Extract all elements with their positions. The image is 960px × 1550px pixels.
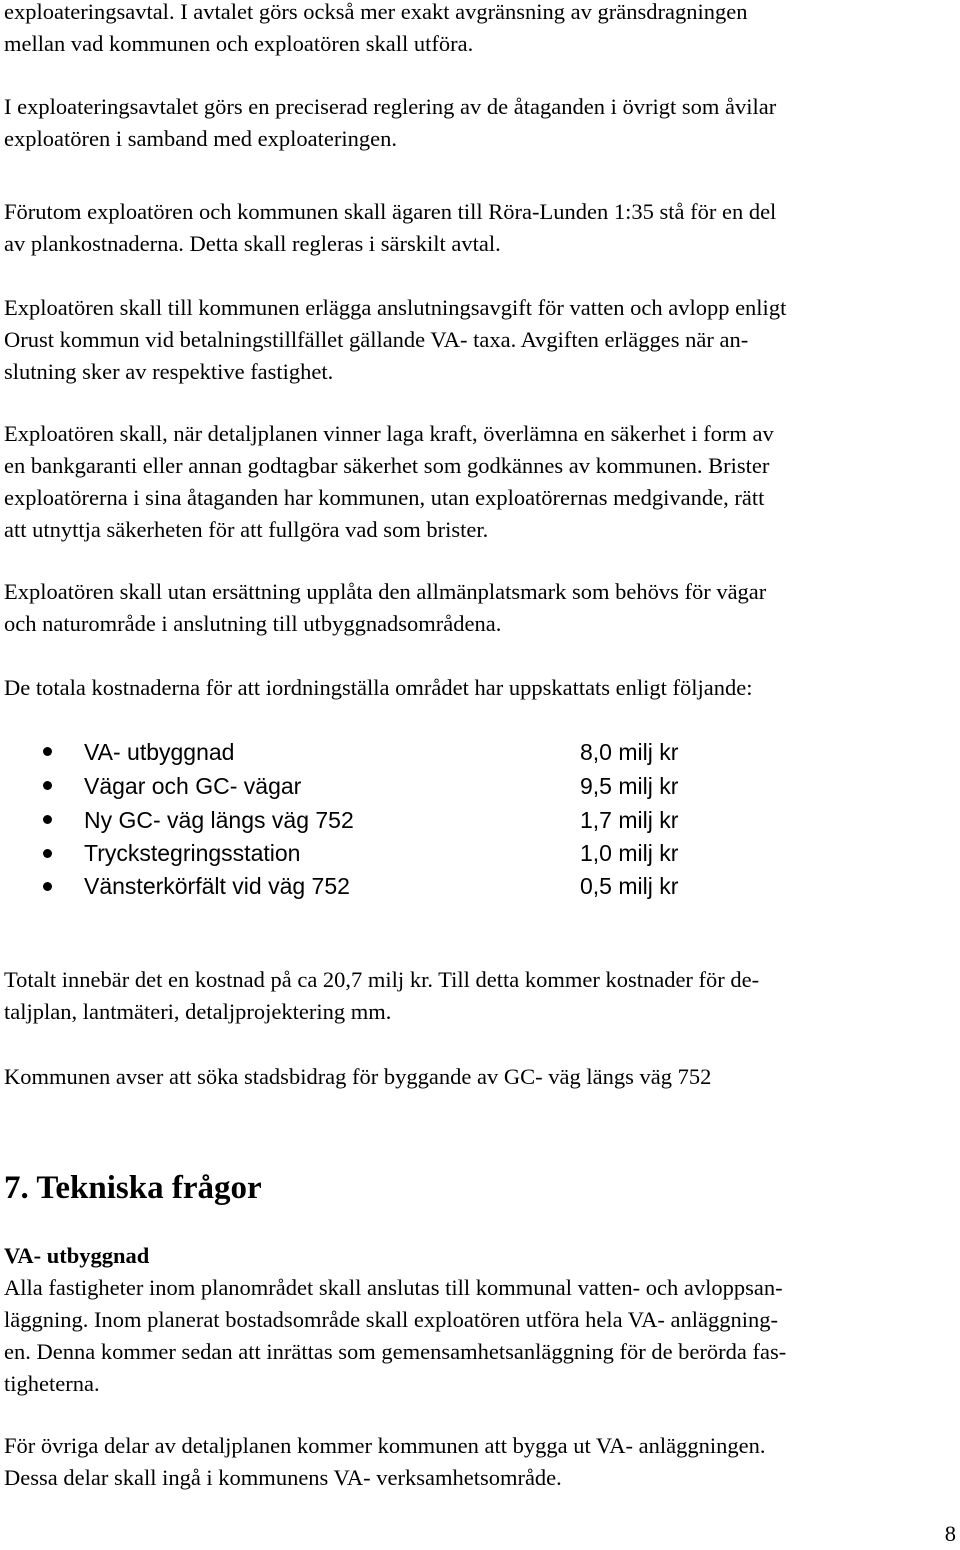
paragraph-line: en bankgaranti eller annan godtagbar säkerhet som godkännes av kommunen. Brister [4, 453, 770, 478]
paragraph-line: För övriga delar av detaljplanen kommer kommunen att bygga ut VA- anläggningen. [4, 1433, 766, 1458]
paragraph-line: av plankostnaderna. Detta skall regleras i särskilt avtal. [4, 231, 501, 256]
subsection-heading: VA- utbyggnad [4, 1243, 150, 1268]
bullet-icon [43, 882, 52, 891]
paragraph-line: Alla fastigheter inom planområdet skall anslutas till kommunal vatten- och avloppsan- [4, 1275, 783, 1300]
paragraph-line: Exploatören skall, när detaljplanen vinner laga kraft, överlämna en säkerhet i form av [4, 421, 774, 446]
cost-item-amount: 1,0 milj kr [580, 840, 679, 866]
cost-item-amount: 1,7 milj kr [580, 807, 679, 833]
cost-item-label: Vänsterkörfält vid väg 752 [84, 873, 350, 899]
paragraph-line: Dessa delar skall ingå i kommunens VA- verksamhetsområde. [4, 1465, 562, 1490]
paragraph-line: exploatörerna i sina åtaganden har kommunen, utan exploatörernas medgivande, rätt [4, 485, 765, 510]
bullet-icon [43, 781, 52, 790]
paragraph-line: Orust kommun vid betalningstillfället gällande VA- taxa. Avgiften erlägges när an- [4, 327, 749, 352]
paragraph-line: exploateringsavtal. I avtalet görs också mer exakt avgränsning av gränsdragningen [4, 0, 748, 24]
paragraph-line: mellan vad kommunen och exploatören skall utföra. [4, 31, 474, 56]
section-heading: 7. Tekniska frågor [4, 1170, 262, 1206]
paragraph-line: taljplan, lantmäteri, detaljprojektering mm. [4, 999, 392, 1024]
paragraph-line: De totala kostnaderna för att iordningställa området har uppskattats enligt följande: [4, 675, 753, 700]
paragraph-line: Kommunen avser att söka stadsbidrag för byggande av GC- väg längs väg 752 [4, 1064, 712, 1089]
paragraph-line: Exploatören skall utan ersättning upplåta den allmänplatsmark som behövs för vägar [4, 579, 767, 604]
paragraph-line: en. Denna kommer sedan att inrättas som gemensamhetsanläggning för de berörda fas- [4, 1339, 787, 1364]
paragraph-line: Totalt innebär det en kostnad på ca 20,7 milj kr. Till detta kommer kostnader för de- [4, 967, 760, 992]
bullet-icon [43, 815, 52, 824]
cost-item-label: VA- utbyggnad [84, 739, 235, 765]
paragraph-line: slutning sker av respektive fastighet. [4, 359, 334, 384]
bullet-icon [43, 747, 52, 756]
paragraph-line: att utnyttja säkerheten för att fullgöra vad som brister. [4, 517, 489, 542]
paragraph-line: exploatören i samband med exploateringen. [4, 126, 397, 151]
cost-item-amount: 0,5 milj kr [580, 873, 679, 899]
cost-item-label: Vägar och GC- vägar [84, 773, 302, 799]
paragraph-line: läggning. Inom planerat bostadsområde skall exploatören utföra hela VA- anläggning- [4, 1307, 778, 1332]
cost-item-label: Tryckstegringsstation [84, 840, 301, 866]
cost-item-amount: 9,5 milj kr [580, 773, 679, 799]
bullet-icon [43, 849, 52, 858]
cost-item-label: Ny GC- väg längs väg 752 [84, 807, 354, 833]
paragraph-line: Förutom exploatören och kommunen skall ägaren till Röra-Lunden 1:35 stå för en del [4, 199, 777, 224]
cost-item-amount: 8,0 milj kr [580, 739, 679, 765]
paragraph-line: tigheterna. [4, 1371, 100, 1396]
page-number: 8 [944, 1521, 956, 1546]
paragraph-line: I exploateringsavtalet görs en preciserad reglering av de åtaganden i övrigt som åvilar [4, 94, 777, 119]
paragraph-line: Exploatören skall till kommunen erlägga anslutningsavgift för vatten och avlopp enligt [4, 295, 787, 320]
paragraph-line: och naturområde i anslutning till utbyggnadsområdena. [4, 611, 502, 636]
